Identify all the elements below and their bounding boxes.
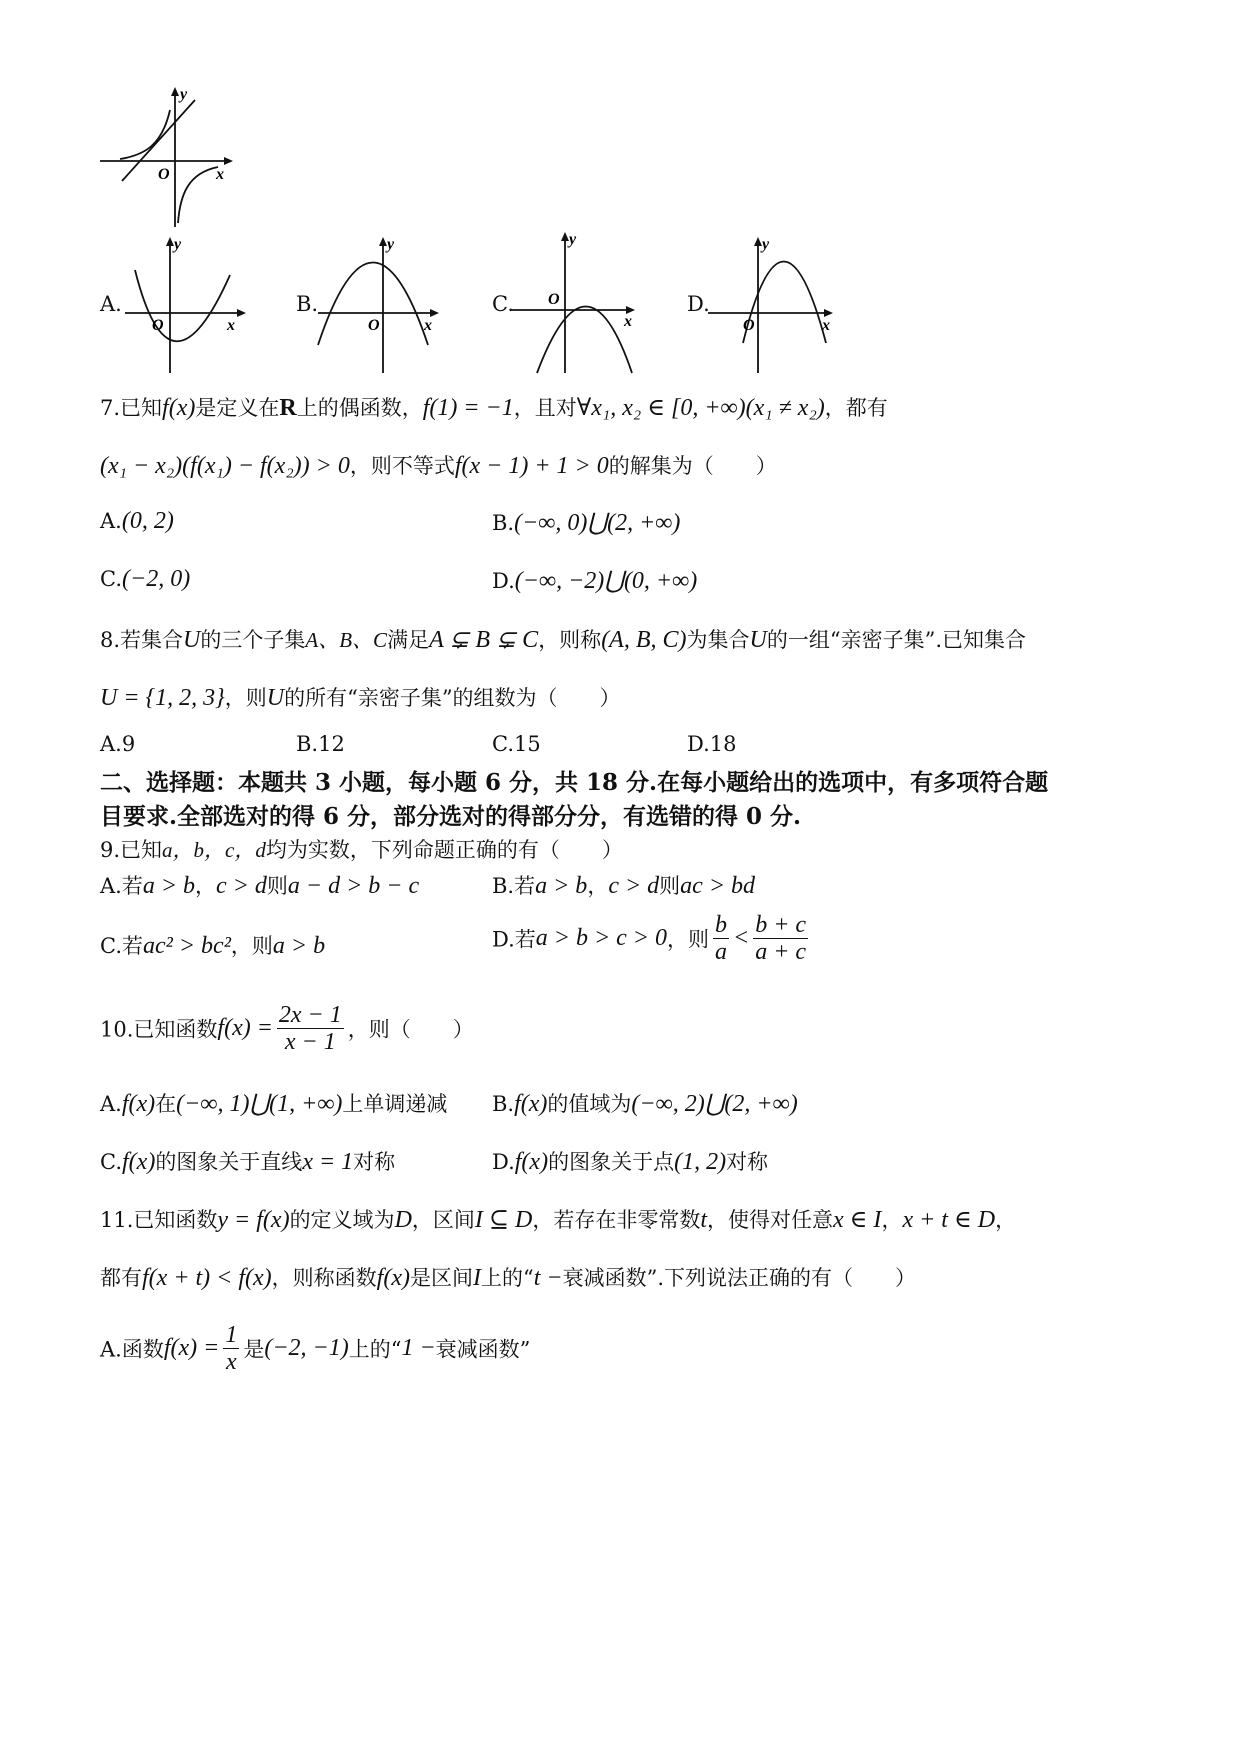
q11-inequality: f(x + t) < f(x)	[142, 1265, 272, 1291]
q6-option-d-label[interactable]: D.	[687, 292, 710, 316]
q9-a-cond1: a > b	[142, 873, 196, 899]
q6-a-x-label: x	[227, 317, 235, 334]
q6-top-x-label: x	[216, 166, 224, 183]
q10-text: 对称	[353, 1150, 396, 1174]
option-label: A.函数	[100, 1337, 164, 1362]
q7-real-set: R	[279, 395, 297, 421]
option-label: A.若	[100, 874, 143, 898]
q9-d-fraction-right: $\frac{b + c}{a + c}$	[755, 912, 807, 965]
q8-text: 的一组“亲密子集”.已知集合	[766, 628, 1026, 652]
q10-option-c[interactable]	[100, 1146, 395, 1176]
q11-a-lhs: f(x) =	[163, 1335, 220, 1361]
q11-text: 是	[243, 1337, 265, 1362]
q7-option-a[interactable]	[100, 508, 174, 535]
q7-fx: f(x)	[162, 395, 196, 421]
q11-prefix: 11.已知函数	[100, 1208, 218, 1232]
option-value: 15	[514, 732, 541, 756]
q11-i: I	[472, 1265, 481, 1291]
q6-c-y-label: y	[569, 231, 577, 248]
q6-option-b-label[interactable]: B.	[296, 292, 319, 316]
q11-t: t	[700, 1207, 708, 1233]
option-label: D.若	[492, 927, 536, 952]
option-value: 12	[318, 732, 345, 756]
option-value: (−∞, 0)⋃(2, +∞)	[514, 510, 681, 536]
option-label: D.	[492, 569, 515, 593]
q9-d-fraction-left: $\frac{b}{a}$	[715, 912, 728, 965]
q11-a-fraction: $\frac{1}{x}$	[225, 1322, 238, 1375]
option-label: C.	[100, 567, 122, 591]
q8-tuple: (A, B, C)	[601, 627, 687, 653]
q11-text: ，使得对任意	[707, 1208, 834, 1232]
q7-text: ，都有	[824, 396, 888, 420]
q11-text: 衰减函数”	[435, 1337, 531, 1362]
q7-text: 上的偶函数，	[296, 396, 423, 420]
option-label: B.	[296, 732, 319, 756]
q6-top-origin-label: O	[158, 166, 170, 183]
q11-inclusion: I ⊆ D	[474, 1207, 533, 1233]
q8-option-b[interactable]	[296, 732, 345, 756]
q10-stem	[100, 1002, 474, 1055]
q9-text: ，则	[230, 934, 273, 958]
q8-set-u: U = {1, 2, 3}	[100, 685, 225, 711]
q6-option-b-graph[interactable]	[318, 235, 448, 375]
q10-a-interval: (−∞, 1)⋃(1, +∞)	[176, 1091, 343, 1117]
q6-a-origin-label: O	[152, 317, 164, 334]
q10-option-d[interactable]	[492, 1146, 768, 1176]
q10-b-range: (−∞, 2)⋃(2, +∞)	[631, 1091, 798, 1117]
q9-option-b[interactable]	[492, 870, 755, 900]
q11-text: ，则称函数	[271, 1266, 377, 1290]
option-label: B.	[492, 511, 515, 535]
q7-option-d[interactable]	[492, 566, 697, 595]
option-value: 9	[121, 732, 136, 756]
q10-fraction: $\frac{2x - 1}{x - 1}$	[278, 1002, 342, 1055]
q11-a-interval: (−2, −1)	[264, 1335, 349, 1361]
q10-text: 对称	[726, 1150, 769, 1174]
q7-text: 是定义在	[195, 396, 280, 420]
q10-fx: f(x)	[514, 1149, 549, 1175]
option-label: D.	[687, 732, 710, 756]
q7-text: ，且对	[513, 396, 577, 420]
q10-fx: f(x)	[514, 1091, 548, 1117]
q6-option-a-graph[interactable]	[125, 235, 255, 375]
option-label: B.	[492, 1092, 515, 1116]
q6-top-graph	[100, 85, 240, 230]
q6-option-a-label[interactable]: A.	[100, 292, 122, 316]
q11-t-minus: t −	[533, 1265, 563, 1291]
q6-option-c-graph[interactable]	[512, 230, 647, 375]
q9-text: ，则	[667, 927, 710, 952]
section2-heading-line1: 二、选择题：本题共 3 小题，每小题 6 分，共 18 分.在每小题给出的选项中，有多项符合题	[100, 769, 1049, 796]
option-label: C.若	[100, 934, 143, 958]
q7-inequality: f(x − 1) + 1 > 0	[454, 453, 609, 479]
q6-option-c-label[interactable]: C.	[492, 292, 514, 316]
q9-b-cond2: c > d	[608, 873, 660, 899]
q10-text: 的图象关于直线	[155, 1150, 303, 1174]
q6-d-x-label: x	[822, 317, 830, 334]
q11-text: 都有	[100, 1266, 142, 1290]
q8-u: U	[266, 685, 285, 711]
q9-text: 均为实数，下列命题正确的有（ ）	[265, 838, 623, 862]
q9-c-result: a > b	[272, 933, 326, 959]
q8-text: ，则	[224, 686, 267, 710]
q11-text: 的定义域为	[289, 1208, 395, 1232]
q6-d-origin-label: O	[743, 317, 755, 334]
option-label: A.	[100, 1092, 122, 1116]
q9-b-result: ac > bd	[680, 873, 756, 899]
option-label: D.	[492, 1150, 515, 1174]
q10-fx: f(x)	[122, 1149, 156, 1175]
q6-top-y-label: y	[180, 86, 188, 103]
q6-a-y-label: y	[174, 236, 182, 253]
q9-vars: a，b，c，d	[162, 838, 266, 862]
q6-b-x-label: x	[424, 317, 432, 334]
q11-stem-line1	[100, 1204, 1016, 1234]
q11-text: ，	[995, 1208, 1017, 1232]
q7-stem-line1	[100, 392, 888, 422]
option-value: 18	[709, 732, 737, 756]
q11-text: 是区间	[409, 1266, 473, 1290]
q8-u: U	[749, 627, 767, 653]
q10-fx: f(x)	[121, 1091, 156, 1117]
q11-text: 上的“	[348, 1337, 402, 1362]
q7-option-c[interactable]	[100, 566, 190, 593]
q11-option-a[interactable]	[100, 1322, 530, 1375]
q7-prefix: 7.已知	[100, 396, 163, 420]
q9-stem	[100, 834, 623, 864]
q9-prefix: 9.已知	[100, 838, 163, 862]
option-value: (−2, 0)	[122, 566, 191, 592]
q10-option-a[interactable]	[100, 1088, 447, 1118]
q11-stem-line2	[100, 1262, 916, 1292]
q6-d-y-label: y	[762, 236, 770, 253]
q6-option-d-graph[interactable]	[708, 235, 843, 375]
option-label: C.	[492, 732, 514, 756]
q9-text: 则	[659, 874, 681, 898]
q10-prefix: 10.已知函数	[100, 1017, 218, 1042]
q10-text: 的图象关于点	[548, 1150, 675, 1174]
q10-d-point: (1, 2)	[674, 1149, 727, 1175]
q7-stem-line2	[100, 450, 777, 480]
q7-cond1: f(1) = −1	[422, 395, 514, 421]
q11-text: ，若存在非零常数	[532, 1208, 701, 1232]
q8-text: 为集合	[686, 628, 750, 652]
q10-text: 的值域为	[547, 1092, 632, 1116]
section2-heading-line2: 目要求.全部选对的得 6 分，部分选对的得部分分，有选错的得 0 分.	[100, 803, 802, 830]
q6-b-origin-label: O	[368, 317, 380, 334]
q9-option-a[interactable]	[100, 870, 419, 900]
q11-text: 衰减函数”.下列说法正确的有（ ）	[562, 1266, 917, 1290]
q9-option-c[interactable]	[100, 930, 325, 960]
q7-cond2: ∀x₁, x₂ ∈ [0, +∞)(x₁ ≠ x₂)	[576, 395, 825, 421]
q11-a-one-minus: 1 −	[401, 1335, 436, 1361]
option-label: C.	[100, 1150, 122, 1174]
q7-monotonic-cond: (x₁ − x₂)(f(x₁) − f(x₂)) > 0	[100, 453, 350, 479]
q8-sets: A、B、C	[305, 628, 388, 652]
q6-c-x-label: x	[624, 313, 632, 330]
q9-d-less-than: <	[733, 925, 750, 951]
q8-option-d[interactable]	[687, 732, 737, 756]
option-label: A.	[100, 509, 122, 533]
option-label: A.	[100, 732, 122, 756]
q11-text: ，	[881, 1208, 903, 1232]
option-label: B.若	[492, 874, 536, 898]
q10-text: 在	[155, 1092, 177, 1116]
q10-lhs: f(x) =	[217, 1015, 273, 1041]
q9-a-cond2: c > d	[216, 873, 267, 899]
q10-text: ，则（ ）	[347, 1017, 474, 1042]
q7-option-b[interactable]	[492, 508, 680, 537]
q6-b-y-label: y	[387, 236, 395, 253]
q11-text: 上的“	[480, 1266, 534, 1290]
option-value: (−∞, −2)⋃(0, +∞)	[514, 568, 698, 594]
q11-text: ，区间	[411, 1208, 475, 1232]
q9-d-cond: a > b > c > 0	[535, 925, 668, 951]
q11-x-in-i: x ∈ I	[833, 1207, 882, 1233]
q8-option-c[interactable]	[492, 732, 541, 756]
q8-text: 的所有“亲密子集”的组数为（ ）	[284, 686, 621, 710]
q9-a-result: a − d > b − c	[287, 873, 420, 899]
q10-text: 上单调递减	[342, 1092, 448, 1116]
q11-x-plus-t: x + t ∈ D	[902, 1207, 996, 1233]
q8-prefix: 8.若集合	[100, 628, 184, 652]
q8-stem-line1	[100, 624, 1026, 654]
q9-c-cond: ac² > bc²	[143, 933, 231, 959]
q8-text: 的三个子集	[200, 628, 306, 652]
q8-stem-line2	[100, 682, 621, 712]
q7-text: ，则不等式	[349, 454, 455, 478]
option-value: (0, 2)	[121, 508, 174, 534]
q9-text: 则	[266, 874, 288, 898]
q9-text: ，	[587, 874, 609, 898]
q10-option-b[interactable]	[492, 1088, 798, 1118]
q8-option-a[interactable]	[100, 732, 135, 756]
q9-b-cond1: a > b	[535, 873, 588, 899]
q8-relation: A ⊊ B ⊊ C	[429, 627, 539, 653]
q10-c-line: x = 1	[302, 1149, 354, 1175]
q9-text: ，	[195, 874, 217, 898]
q7-text: 的解集为（ ）	[608, 454, 777, 478]
q6-c-origin-label: O	[548, 291, 560, 308]
q8-u: U	[183, 627, 201, 653]
q8-text: ，则称	[538, 628, 602, 652]
q11-func: y = f(x)	[217, 1207, 290, 1233]
q11-fx: f(x)	[376, 1265, 410, 1291]
q11-domain: D	[394, 1207, 412, 1233]
q9-option-d[interactable]	[492, 912, 812, 965]
q8-text: 满足	[387, 628, 430, 652]
